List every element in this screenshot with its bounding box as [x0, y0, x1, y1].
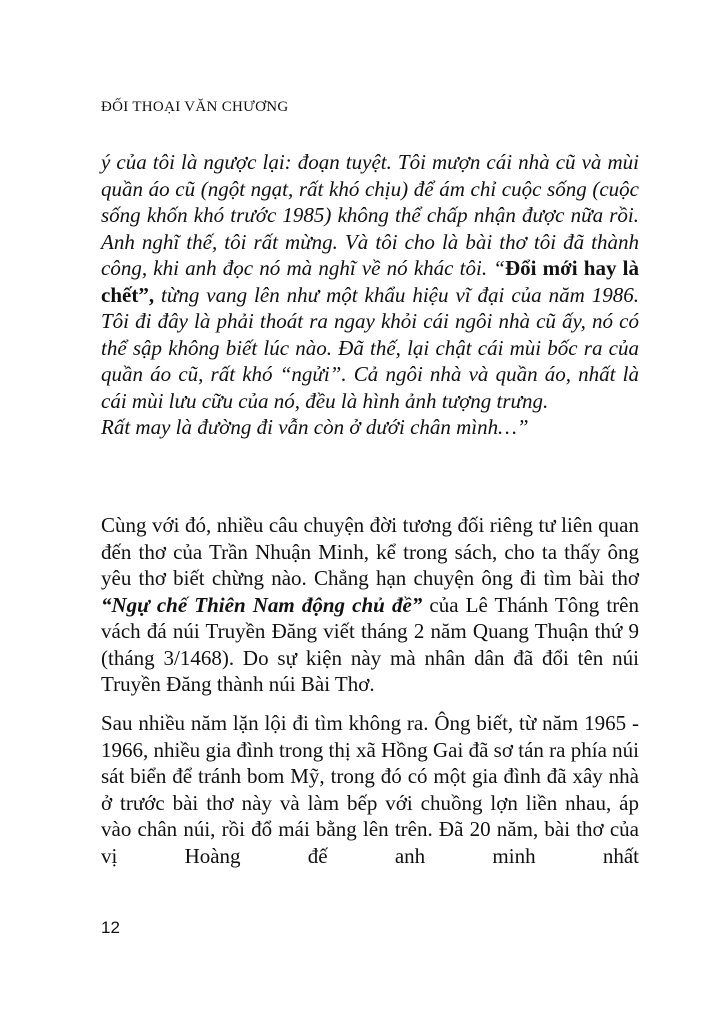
quote-slogan: Đổi mới hay là chết”, — [101, 256, 639, 307]
body-paragraph-2 — [101, 710, 639, 869]
paragraph-1-text — [101, 512, 639, 698]
page-number: 12 — [101, 918, 120, 937]
paragraph-1-before: Cùng với đó, nhiều câu chuyện đời tương đối riêng tư liên quan đến thơ của Trần Nhuận Minh, kể trong sách, cho ta thấy ông yêu thơ biết chừng nào. Chẳng hạn chuyện ông đi tìm bài thơ — [101, 513, 639, 590]
quote-block — [101, 149, 639, 441]
quote-paragraph — [101, 149, 639, 414]
poem-title: “Ngự chế Thiên Nam động chủ đề” — [101, 592, 423, 617]
quote-text-part1: ý của tôi là ngược lại: đoạn tuyệt. Tôi mượn cái nhà cũ và mùi quần áo cũ (ngột ngạt, rất khó chịu) để ám chỉ cuộc sống (cuộc sống khốn khó trước 1985) không thể chấp nhận được nữa rồi. Anh nghĩ thế, tôi rất mừng. Và tôi cho là bài thơ tôi đã thành công, khi anh đọc nó mà nghĩ về nó khác tôi. “ — [101, 150, 639, 280]
quote-closing-line: Rất may là đường đi vẫn còn ở dưới chân mình…” — [101, 415, 529, 439]
paragraph-1-after: của Lê Thánh Tông trên vách đá núi Truyền Đăng viết tháng 2 năm Quang Thuận thứ 9 (tháng 3/1468). Do sự kiện này mà nhân dân đã đổi tên núi Truyền Đăng thành núi Bài Thơ. — [101, 592, 640, 696]
paragraph-2-text: Sau nhiều năm lặn lội đi tìm không ra. Ông biết, từ năm 1965 - 1966, nhiều gia đình trong thị xã Hồng Gai đã sơ tán ra phía núi sát biển để tránh bom Mỹ, trong đó có một gia đình đã xây nhà ở trước bài thơ này và làm bếp với chuồng lợn liền nhau, áp vào chân núi, rồi đổ mái bằng lên trên. Đã 20 năm, bài thơ của vị Hoàng đế anh minh nhất — [101, 711, 639, 868]
body-paragraph-1 — [101, 512, 639, 698]
quote-text-part2: từng vang lên như một khẩu hiệu vĩ đại của năm 1986. Tôi đi đây là phải thoát ra ngay khỏi cái ngôi nhà cũ ấy, nó có thể sập không biết lúc nào. Đã thế, lại chật cái mùi bốc ra của quần áo cũ, rất khó “ngửi”. Cả ngôi nhà và quần áo, nhất là cái mùi lưu cữu của nó, đều là hình ảnh tượng trưng. — [101, 282, 639, 413]
running-header: ĐỐI THOẠI VĂN CHƯƠNG — [101, 99, 289, 115]
